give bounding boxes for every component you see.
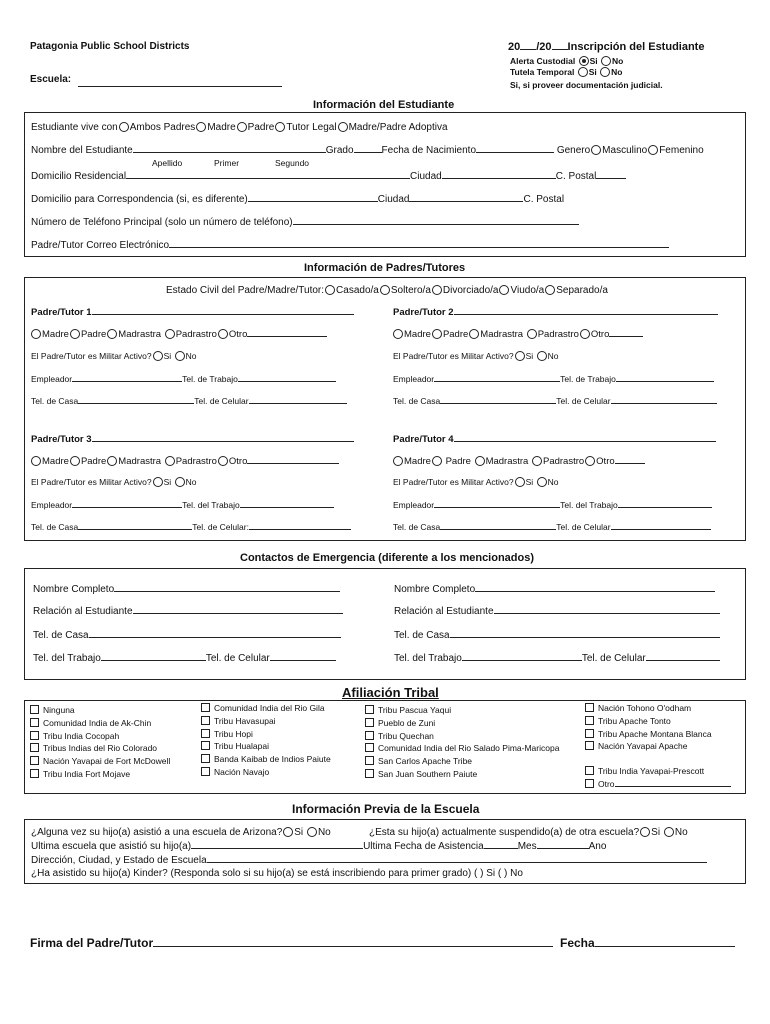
home-address-row: Domicilio Residencial Ciudad C. Postal <box>31 171 626 182</box>
tribe-option[interactable]: Tribu India Cocopah <box>30 730 170 743</box>
guardian4-name-field[interactable] <box>454 441 716 442</box>
mail-address-field[interactable] <box>248 201 378 202</box>
guardian3-employer: Empleador Tel. del Trabajo <box>31 500 334 510</box>
grade-field[interactable] <box>354 152 382 153</box>
month-field[interactable] <box>537 848 589 849</box>
g3-madre-radio[interactable] <box>31 456 41 466</box>
g1-military-si-radio[interactable] <box>153 351 163 361</box>
guardian4-phones: Tel. de Casa Tel. de Celular <box>393 522 711 532</box>
g3-madrastra-radio[interactable] <box>107 456 117 466</box>
arizona-no-radio[interactable] <box>307 827 317 837</box>
ec2-home-field[interactable] <box>450 637 720 638</box>
tribe-option[interactable]: Tribu Hopi <box>201 728 331 741</box>
g1-padrastro-radio[interactable] <box>165 329 175 339</box>
tribe-option[interactable]: Comunidad India del Rio Salado Pima-Maricopa <box>365 742 559 755</box>
g2-madrastra-radio[interactable] <box>469 329 479 339</box>
g1-padre-radio[interactable] <box>70 329 80 339</box>
tribe-option[interactable]: Banda Kaibab de Indios Paiute <box>201 753 331 766</box>
tribal-col4 <box>585 702 712 753</box>
emergency-section-title: Contactos de Emergencia (diferente a los mencionados) <box>240 552 535 564</box>
guardian4-title: Padre/Tutor 4 <box>393 434 716 445</box>
guardian2-military: El Padre/Tutor es Militar Activo? Si No <box>393 351 559 361</box>
tribe-option[interactable]: Tribus Indias del Rio Colorado <box>30 742 170 755</box>
ec2-work-field[interactable] <box>462 660 582 661</box>
g2-military-no-radio[interactable] <box>537 351 547 361</box>
g4-military-no-radio[interactable] <box>537 477 547 487</box>
tribe-option[interactable]: Tribu Apache Tonto <box>585 715 712 728</box>
masculino-radio[interactable] <box>591 145 601 155</box>
padre-radio[interactable] <box>237 122 247 132</box>
guardian3-phones: Tel. de Casa Tel. de Celular: <box>31 522 351 532</box>
tribe-option[interactable]: Pueblo de Zuni <box>365 717 559 730</box>
g1-otro-radio[interactable] <box>218 329 228 339</box>
ec1-name-row: Nombre Completo <box>33 584 340 595</box>
tribe-option[interactable]: Tribu Pascua Yaqui <box>365 704 559 717</box>
tribe-option[interactable]: San Juan Southern Paiute <box>365 768 559 781</box>
guardian1-name-field[interactable] <box>92 314 354 315</box>
guardian3-military: El Padre/Tutor es Militar Activo? Si No <box>31 477 197 487</box>
guardian3-name-field[interactable] <box>92 441 354 442</box>
ec1-cell-field[interactable] <box>270 660 336 661</box>
ec1-relation-field[interactable] <box>133 613 343 614</box>
guardian2-name-field[interactable] <box>454 314 718 315</box>
adoptiva-radio[interactable] <box>338 122 348 132</box>
ec2-relation-row: Relación al Estudiante <box>394 606 720 617</box>
guardian4-employer: Empleador Tel. del Trabajo <box>393 500 712 510</box>
lives-with-row: Estudiante vive con Ambos Padres Madre Padre Tutor Legal Madre/Padre Adoptiva <box>31 122 448 133</box>
student-name-field[interactable] <box>133 152 326 153</box>
tribe-option[interactable]: Nación Tohono O'odham <box>585 702 712 715</box>
guardian3-roles: Madre Padre Madrastra Padrastro Otro <box>30 456 339 467</box>
ec1-relation-row: Relación al Estudiante <box>33 606 343 617</box>
guardian1-roles: Madre Padre Madrastra Padrastro Otro <box>30 329 327 340</box>
tribe-option[interactable]: Comunidad India de Ak-Chin <box>30 717 170 730</box>
separado-radio[interactable] <box>545 285 555 295</box>
tribe-option[interactable]: Comunidad India del Rio Gila <box>201 702 331 715</box>
tribal-col1 <box>30 704 170 781</box>
signature-field[interactable] <box>153 946 553 947</box>
ec1-home-field[interactable] <box>89 637 341 638</box>
phone-field[interactable] <box>293 224 579 225</box>
ec2-home-row: Tel. de Casa <box>394 630 720 641</box>
tribe-option[interactable]: Nación Yavapai de Fort McDowell <box>30 755 170 768</box>
g4-otro-radio[interactable] <box>585 456 595 466</box>
ambos-padres-radio[interactable] <box>119 122 129 132</box>
last-school-row: Ultima escuela que asistió su hijo(a) Ultima Fecha de Asistencia Mes Ano <box>31 841 607 852</box>
tribal-col2 <box>201 702 331 779</box>
arizona-question: ¿Alguna vez su hijo(a) asistió a una escuela de Arizona? Si No <box>31 827 331 838</box>
ec2-work-row: Tel. del Trabajo Tel. de Celular <box>394 653 720 664</box>
guardian2-employer: Empleador Tel. de Trabajo <box>393 374 714 384</box>
tutela-temporal-row: Tutela Temporal Si No <box>510 67 623 77</box>
tribe-option[interactable]: Tribu India Yavapai-Prescott <box>585 765 731 778</box>
guardian3-title: Padre/Tutor 3 <box>31 434 354 445</box>
ec1-work-row: Tel. del Trabajo Tel. de Celular <box>33 653 336 664</box>
email-field[interactable] <box>169 247 669 248</box>
guardian1-phones: Tel. de Casa Tel. de Celular <box>31 396 347 406</box>
femenino-radio[interactable] <box>648 145 658 155</box>
tribe-option-otro[interactable]: Otro <box>585 778 731 791</box>
guardian2-roles: Madre Padre Madrastra Padrastro Otro <box>392 329 643 340</box>
escuela-label: Escuela: <box>30 74 72 85</box>
date-row: Fecha <box>560 936 735 950</box>
soltero-radio[interactable] <box>380 285 390 295</box>
g3-military-si-radio[interactable] <box>153 477 163 487</box>
marital-status-row: Estado Civil del Padre/Madre/Tutor: Casado/a Soltero/a Divorciado/a Viudo/a Separado/a <box>166 285 608 296</box>
g4-padre-radio[interactable] <box>432 456 442 466</box>
suspended-no-radio[interactable] <box>664 827 674 837</box>
ec1-name-field[interactable] <box>114 591 340 592</box>
tribe-option[interactable]: Tribu Quechan <box>365 730 559 743</box>
viudo-radio[interactable] <box>499 285 509 295</box>
madre-radio[interactable] <box>196 122 206 132</box>
alerta-si-radio[interactable] <box>579 56 589 66</box>
tribe-option[interactable]: Tribu Apache Montana Blanca <box>585 728 712 741</box>
g3-padrastro-radio[interactable] <box>165 456 175 466</box>
suspended-question: ¿Esta su hijo(a) actualmente suspendido(a) de otra escuela? Si No <box>369 827 688 838</box>
divorciado-radio[interactable] <box>432 285 442 295</box>
g4-madre-radio[interactable] <box>393 456 403 466</box>
g2-padre-radio[interactable] <box>432 329 442 339</box>
tribe-option[interactable]: San Carlos Apache Tribe <box>365 755 559 768</box>
student-section-title: Información del Estudiante <box>313 99 455 111</box>
g2-madre-radio[interactable] <box>393 329 403 339</box>
tribe-option[interactable]: Tribu Havasupai <box>201 715 331 728</box>
guardian1-employer: Empleador Tel. de Trabajo <box>31 374 336 384</box>
g1-madre-radio[interactable] <box>31 329 41 339</box>
primer-label: Primer <box>214 158 240 168</box>
ec1-home-row: Tel. de Casa <box>33 630 341 641</box>
g4-military-si-radio[interactable] <box>515 477 525 487</box>
guardian4-roles: Madre Padre Madrastra Padrastro Otro <box>392 456 645 467</box>
apellido-label: Apellido <box>152 158 183 168</box>
g1-madrastra-radio[interactable] <box>107 329 117 339</box>
escuela-field[interactable] <box>78 86 282 87</box>
last-date-field[interactable] <box>484 848 518 849</box>
g1-military-no-radio[interactable] <box>175 351 185 361</box>
last-school-field[interactable] <box>191 848 363 849</box>
arizona-si-radio[interactable] <box>283 827 293 837</box>
alerta-no-radio[interactable] <box>601 56 611 66</box>
school-section-title: Información Previa de la Escuela <box>292 802 480 816</box>
tribe-option[interactable]: Tribu India Fort Mojave <box>30 768 170 781</box>
tribe-option[interactable]: Ninguna <box>30 704 170 717</box>
ec2-relation-field[interactable] <box>494 613 720 614</box>
mail-address-row: Domicilio para Correspondencia (si, es diferente) Ciudad C. Postal <box>31 194 565 205</box>
ec2-cell-field[interactable] <box>646 660 720 661</box>
g2-padrastro-radio[interactable] <box>527 329 537 339</box>
g3-otro-radio[interactable] <box>218 456 228 466</box>
dob-field[interactable] <box>476 152 554 153</box>
guardian1-title: Padre/Tutor 1 <box>31 307 354 318</box>
judicial-note: Si, si proveer documentación judicial. <box>510 80 663 90</box>
tutor-legal-radio[interactable] <box>275 122 285 132</box>
ec2-name-row: Nombre Completo <box>394 584 715 595</box>
tribe-option[interactable]: Nación Yavapai Apache <box>585 740 712 753</box>
phone-row: Número de Teléfono Principal (solo un número de teléfono) <box>31 217 579 228</box>
tutela-no-radio[interactable] <box>600 67 610 77</box>
home-city-field[interactable] <box>442 178 556 179</box>
home-zip-field[interactable] <box>596 178 626 179</box>
school-address-row: Dirección, Ciudad, y Estado de Escuela <box>31 855 707 866</box>
kinder-question: ¿Ha asistido su hijo(a) Kinder? (Responda solo si su hijo(a) se está inscribiendo para primer grado) ( ) Si ( ) No <box>31 868 523 879</box>
guardian2-phones: Tel. de Casa Tel. de Celular <box>393 396 717 406</box>
g4-madrastra-radio[interactable] <box>475 456 485 466</box>
tribal-col3 <box>365 704 559 781</box>
g2-otro-radio[interactable] <box>580 329 590 339</box>
tribe-option[interactable]: Tribu Hualapai <box>201 740 331 753</box>
guardian4-military: El Padre/Tutor es Militar Activo? Si No <box>393 477 559 487</box>
student-section-box <box>24 112 746 257</box>
email-row: Padre/Tutor Correo Electrónico <box>31 240 669 251</box>
tutela-si-radio[interactable] <box>578 67 588 77</box>
signature-row: Firma del Padre/Tutor <box>30 936 553 950</box>
tribe-option[interactable]: Nación Navajo <box>201 766 331 779</box>
g2-military-si-radio[interactable] <box>515 351 525 361</box>
tribal-col4b <box>585 765 731 791</box>
suspended-si-radio[interactable] <box>640 827 650 837</box>
alerta-custodial-row: Alerta Custodial Si No <box>510 56 624 66</box>
district-name: Patagonia Public School Districts <box>30 41 190 52</box>
segundo-label: Segundo <box>275 158 310 168</box>
guardian2-title: Padre/Tutor 2 <box>393 307 718 318</box>
parents-section-title: Información de Padres/Tutores <box>304 262 466 274</box>
guardian1-military: El Padre/Tutor es Militar Activo? Si No <box>31 351 197 361</box>
ec1-work-field[interactable] <box>101 660 206 661</box>
g3-military-no-radio[interactable] <box>175 477 185 487</box>
g3-padre-radio[interactable] <box>70 456 80 466</box>
mail-city-field[interactable] <box>409 201 523 202</box>
g4-padrastro-radio[interactable] <box>532 456 542 466</box>
tribal-section-title: Afiliación Tribal <box>342 685 439 700</box>
date-field[interactable] <box>595 946 735 947</box>
home-address-field[interactable] <box>126 178 410 179</box>
school-address-field[interactable] <box>207 862 707 863</box>
casado-radio[interactable] <box>325 285 335 295</box>
student-name-row: Nombre del Estudiante Grado Fecha de Nacimiento Genero Masculino Femenino <box>31 145 704 156</box>
ec2-name-field[interactable] <box>475 591 715 592</box>
form-title: 20 /20 Inscripción del Estudiante <box>508 41 705 53</box>
